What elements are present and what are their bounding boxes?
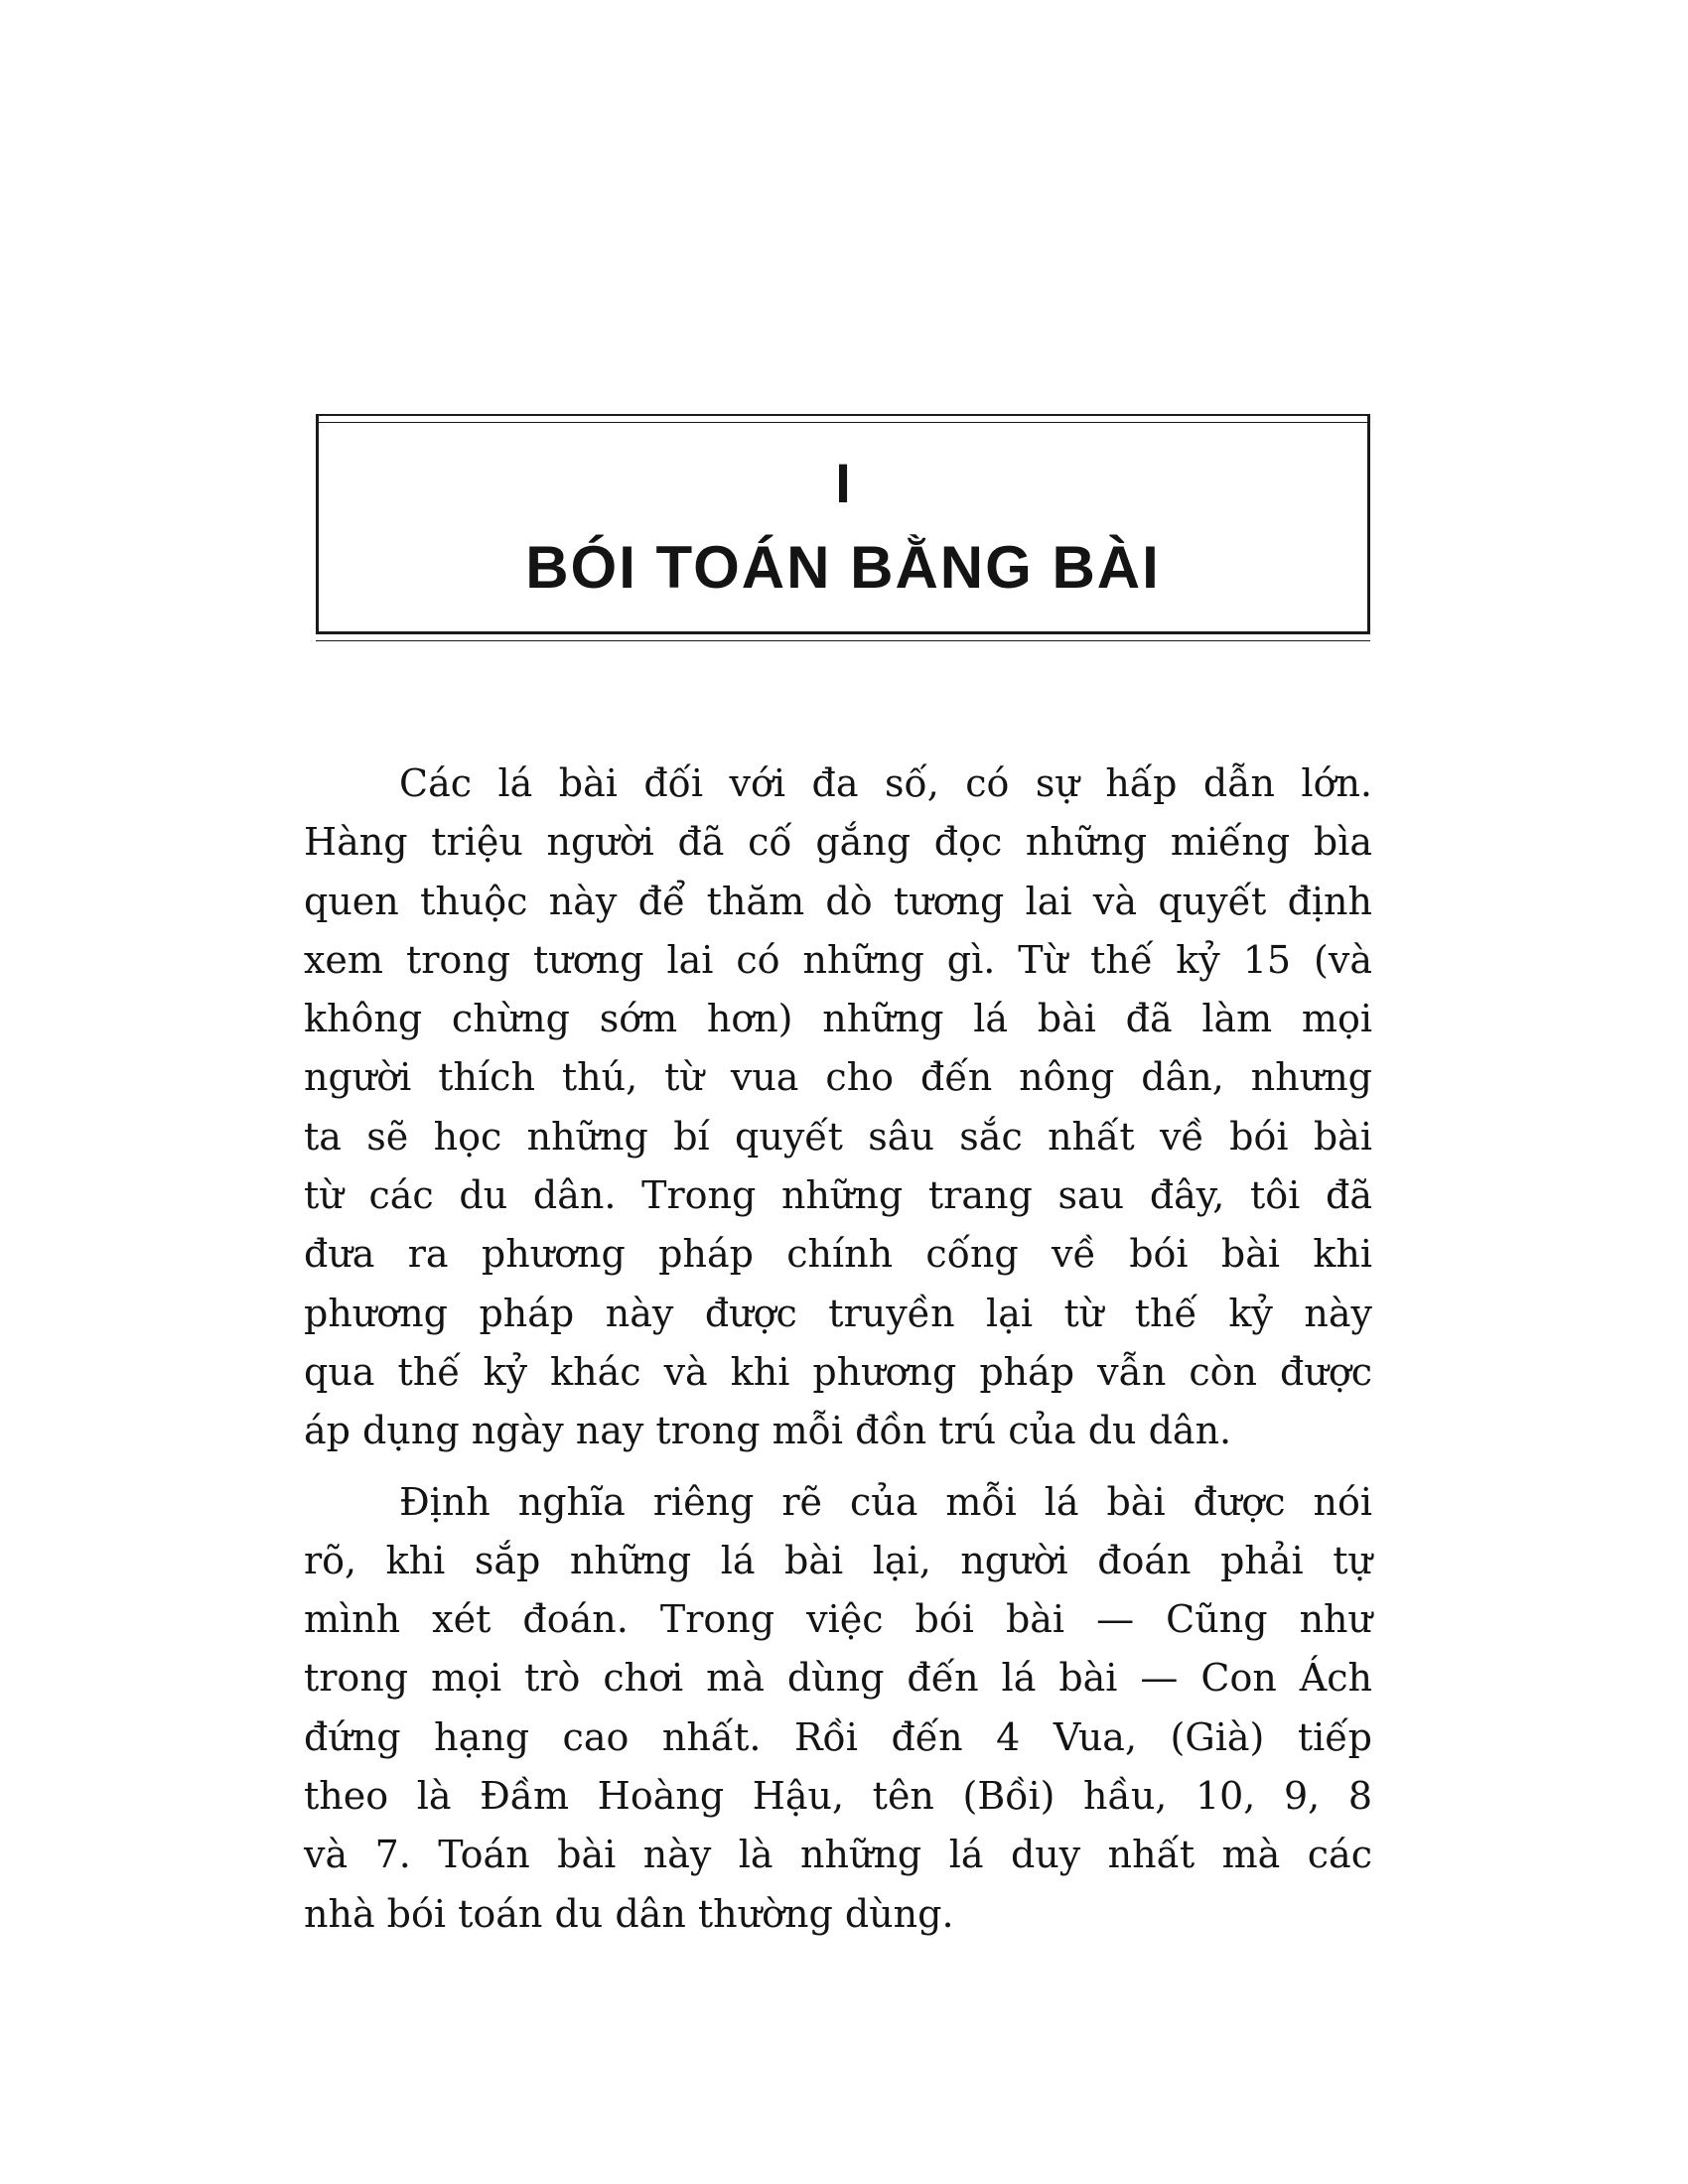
chapter-body: [304, 754, 1372, 1944]
text-line: Hàng triệu người đã cố gắng đọc những miếng bìa: [304, 820, 1372, 865]
text-line: người thích thú, từ vua cho đến nông dân, nhưng: [304, 1055, 1372, 1100]
chapter-title: BÓI TOÁN BẰNG BÀI: [525, 534, 1161, 601]
text-line: áp dụng ngày nay trong mỗi đồn trú của du dân.: [304, 1409, 1232, 1453]
chapter-number: I: [835, 452, 851, 514]
text-line: Các lá bài đối với đa số, có sự hấp dẫn lớn.: [399, 761, 1372, 805]
text-line: mình xét đoán. Trong việc bói bài — Cũng như: [304, 1597, 1372, 1642]
text-line: theo là Đầm Hoàng Hậu, tên (Bồi) hầu, 10, 9, 8: [304, 1774, 1372, 1819]
text-line: rõ, khi sắp những lá bài lại, người đoán phải tự: [304, 1538, 1372, 1582]
text-line: đưa ra phương pháp chính cống về bói bài khi: [304, 1232, 1372, 1277]
text-line: không chừng sớm hơn) những lá bài đã làm mọi: [304, 997, 1372, 1041]
paragraph-2: [304, 1473, 1372, 1944]
text-line: đứng hạng cao nhất. Rồi đến 4 Vua, (Già) tiếp: [304, 1714, 1372, 1759]
text-line: Định nghĩa riêng rẽ của mỗi lá bài được nói: [399, 1479, 1372, 1524]
chapter-heading-box: [316, 414, 1370, 634]
text-line: ta sẽ học những bí quyết sâu sắc nhất về bói bài: [304, 1114, 1372, 1159]
text-line: và 7. Toán bài này là những lá duy nhất mà các: [304, 1833, 1372, 1877]
text-line: nhà bói toán du dân thường dùng.: [304, 1891, 954, 1936]
text-line: quen thuộc này để thăm dò tương lai và quyết định: [304, 879, 1372, 923]
text-line: trong mọi trò chơi mà dùng đến lá bài — Con Ách: [304, 1656, 1372, 1701]
text-line: từ các du dân. Trong những trang sau đây, tôi đã: [304, 1173, 1372, 1218]
text-line: phương pháp này được truyền lại từ thế kỷ này: [304, 1291, 1372, 1335]
text-line: xem trong tương lai có những gì. Từ thế kỷ 15 (và: [304, 937, 1372, 982]
paragraph-1: [304, 754, 1372, 1461]
text-line: qua thế kỷ khác và khi phương pháp vẫn còn được: [304, 1349, 1372, 1394]
